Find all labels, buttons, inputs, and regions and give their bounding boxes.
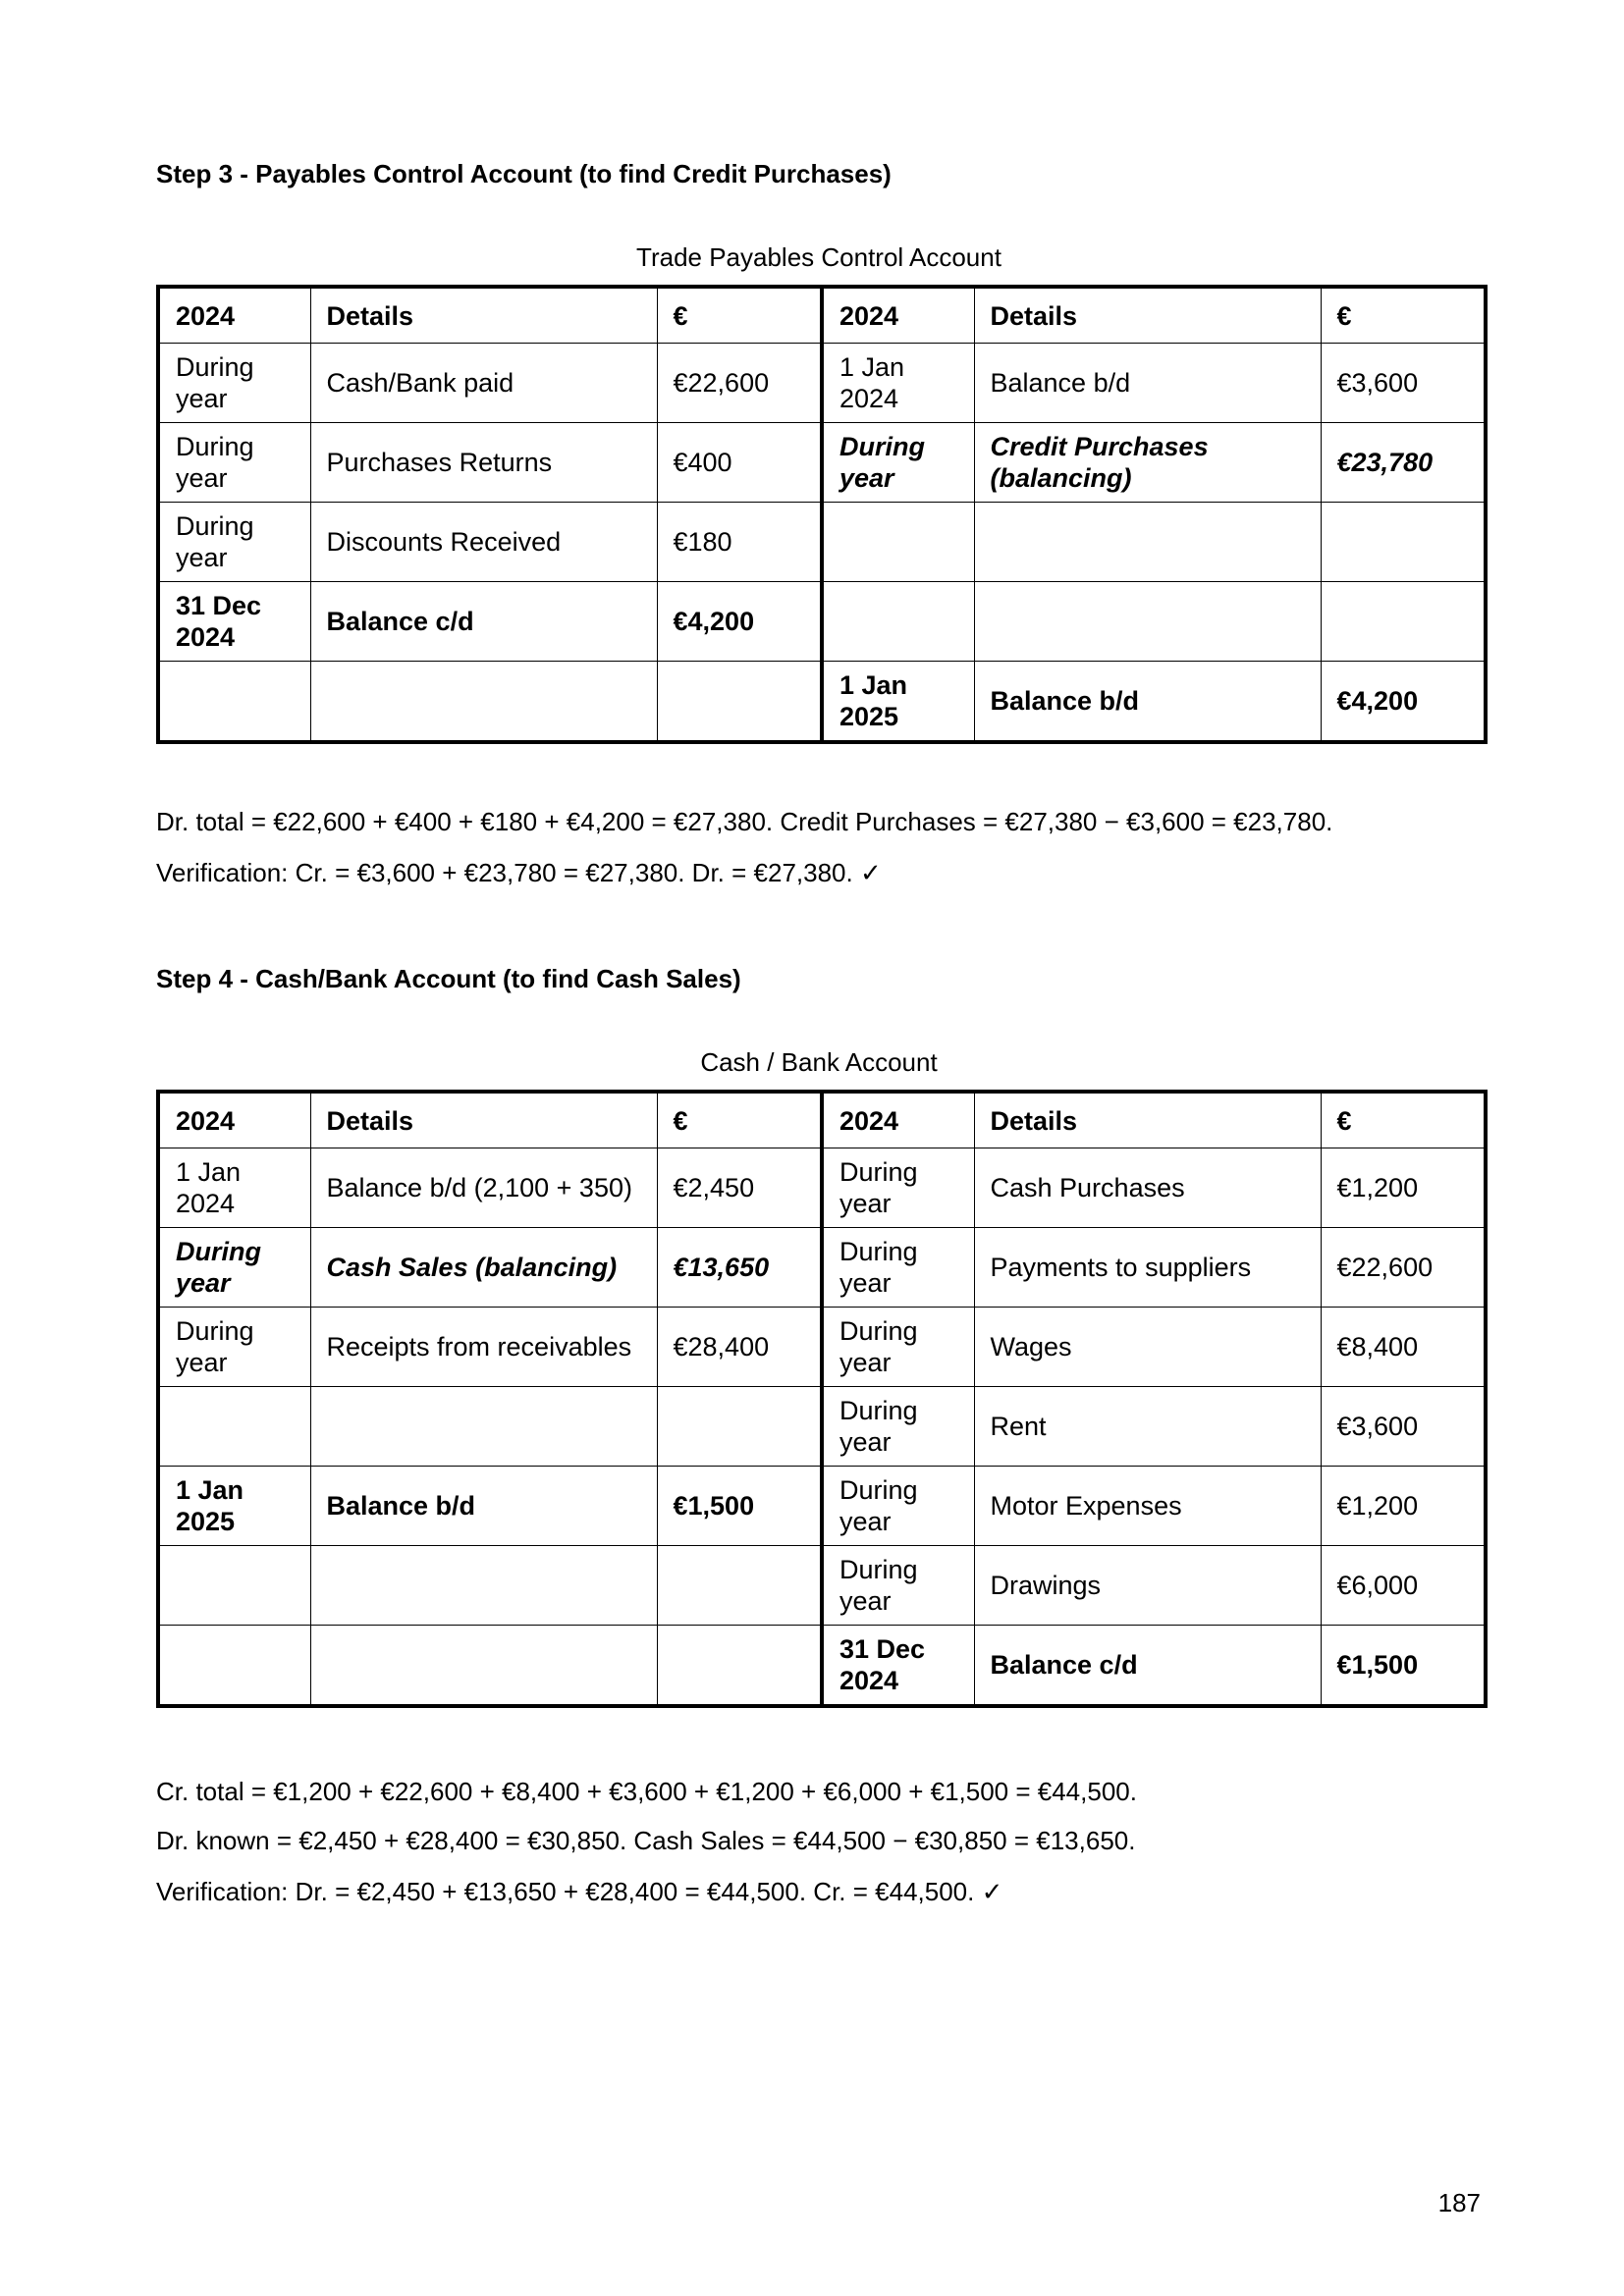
table-row xyxy=(158,582,1486,662)
cr-date xyxy=(822,503,974,582)
cr-amount: €6,000 xyxy=(1321,1546,1486,1626)
dr-amount: €4,200 xyxy=(657,582,822,662)
cr-amount: €8,400 xyxy=(1321,1308,1486,1387)
dr-date: During year xyxy=(158,1228,310,1308)
step4-credit-total-note: Cr. total = €1,200 + €22,600 + €8,400 + €3,600 + €1,200 + €6,000 + €1,500 = €44,500. xyxy=(156,1777,1137,1806)
cr-details: Wages xyxy=(974,1308,1321,1387)
page-number: 187 xyxy=(1437,2188,1481,2217)
dr-date: 1 Jan 2024 xyxy=(158,1148,310,1228)
step3-verification-note: Verification: Cr. = €3,600 + €23,780 = €27,380. Dr. = €27,380. ✓ xyxy=(156,858,882,887)
cr-details: Credit Purchases (balancing) xyxy=(974,423,1321,503)
cr-amount: €4,200 xyxy=(1321,662,1486,743)
dr-year-header: 2024 xyxy=(158,287,310,344)
dr-details xyxy=(310,662,657,743)
cr-amount: €3,600 xyxy=(1321,344,1486,423)
dr-details: Cash Sales (balancing) xyxy=(310,1228,657,1308)
cr-date: 1 Jan 2025 xyxy=(822,662,974,743)
table-row xyxy=(158,1308,1486,1387)
cr-date: During year xyxy=(822,423,974,503)
cash-bank-table xyxy=(156,1090,1488,1708)
dr-date xyxy=(158,662,310,743)
table-row xyxy=(158,1626,1486,1707)
payables-control-table xyxy=(156,285,1488,744)
dr-amount: €22,600 xyxy=(657,344,822,423)
cr-amount-header: € xyxy=(1321,1092,1486,1148)
cr-amount-header: € xyxy=(1321,287,1486,344)
cr-details: Rent xyxy=(974,1387,1321,1467)
dr-date xyxy=(158,1387,310,1467)
cr-details: Payments to suppliers xyxy=(974,1228,1321,1308)
dr-date: During year xyxy=(158,1308,310,1387)
dr-details: Purchases Returns xyxy=(310,423,657,503)
dr-date: During year xyxy=(158,503,310,582)
cr-amount xyxy=(1321,503,1486,582)
cr-amount xyxy=(1321,582,1486,662)
cr-date: During year xyxy=(822,1546,974,1626)
cr-details: Drawings xyxy=(974,1546,1321,1626)
step4-heading: Step 4 - Cash/Bank Account (to find Cash Sales) xyxy=(156,964,741,993)
cr-details xyxy=(974,582,1321,662)
step4-table-caption: Cash / Bank Account xyxy=(700,1047,938,1077)
dr-amount xyxy=(657,1546,822,1626)
dr-details xyxy=(310,1387,657,1467)
dr-year-header: 2024 xyxy=(158,1092,310,1148)
cr-amount: €22,600 xyxy=(1321,1228,1486,1308)
table-row xyxy=(158,1148,1486,1228)
dr-amount: €1,500 xyxy=(657,1467,822,1546)
dr-details xyxy=(310,1626,657,1707)
cr-date: During year xyxy=(822,1387,974,1467)
table-header-row xyxy=(158,1092,1486,1148)
dr-amount xyxy=(657,1626,822,1707)
cr-amount: €3,600 xyxy=(1321,1387,1486,1467)
dr-details: Balance b/d xyxy=(310,1467,657,1546)
cr-date: During year xyxy=(822,1148,974,1228)
dr-date xyxy=(158,1626,310,1707)
cr-date: During year xyxy=(822,1228,974,1308)
cr-date: During year xyxy=(822,1308,974,1387)
dr-amount: €28,400 xyxy=(657,1308,822,1387)
dr-details: Receipts from receivables xyxy=(310,1308,657,1387)
dr-details: Balance b/d (2,100 + 350) xyxy=(310,1148,657,1228)
table-row xyxy=(158,1228,1486,1308)
cr-details xyxy=(974,503,1321,582)
cr-date xyxy=(822,582,974,662)
dr-date: 31 Dec 2024 xyxy=(158,582,310,662)
table-row xyxy=(158,423,1486,503)
dr-amount xyxy=(657,1387,822,1467)
cr-details: Cash Purchases xyxy=(974,1148,1321,1228)
cr-amount: €1,200 xyxy=(1321,1148,1486,1228)
table-row xyxy=(158,1467,1486,1546)
step3-heading: Step 3 - Payables Control Account (to find Credit Purchases) xyxy=(156,159,892,188)
dr-amount: €13,650 xyxy=(657,1228,822,1308)
cr-details: Balance c/d xyxy=(974,1626,1321,1707)
cr-amount: €1,200 xyxy=(1321,1467,1486,1546)
table-row xyxy=(158,344,1486,423)
cr-date: 1 Jan 2024 xyxy=(822,344,974,423)
table-row xyxy=(158,503,1486,582)
cr-year-header: 2024 xyxy=(822,1092,974,1148)
dr-date: During year xyxy=(158,344,310,423)
dr-date: During year xyxy=(158,423,310,503)
cr-details: Balance b/d xyxy=(974,344,1321,423)
cr-amount: €1,500 xyxy=(1321,1626,1486,1707)
dr-details: Discounts Received xyxy=(310,503,657,582)
cr-details: Motor Expenses xyxy=(974,1467,1321,1546)
dr-details xyxy=(310,1546,657,1626)
dr-date xyxy=(158,1546,310,1626)
dr-amount-header: € xyxy=(657,287,822,344)
cr-date: During year xyxy=(822,1467,974,1546)
step3-table-caption: Trade Payables Control Account xyxy=(636,242,1001,272)
dr-amount: €2,450 xyxy=(657,1148,822,1228)
step3-calculation-note: Dr. total = €22,600 + €400 + €180 + €4,200 = €27,380. Credit Purchases = €27,380 − €3,600 = €23,780. xyxy=(156,807,1333,836)
table-row xyxy=(158,662,1486,743)
dr-amount-header: € xyxy=(657,1092,822,1148)
dr-details: Cash/Bank paid xyxy=(310,344,657,423)
cr-details-header: Details xyxy=(974,287,1321,344)
dr-details-header: Details xyxy=(310,287,657,344)
dr-amount: €180 xyxy=(657,503,822,582)
dr-amount: €400 xyxy=(657,423,822,503)
dr-details-header: Details xyxy=(310,1092,657,1148)
table-row xyxy=(158,1387,1486,1467)
dr-date: 1 Jan 2025 xyxy=(158,1467,310,1546)
table-row xyxy=(158,1546,1486,1626)
dr-details: Balance c/d xyxy=(310,582,657,662)
step4-verification-note: Verification: Dr. = €2,450 + €13,650 + €28,400 = €44,500. Cr. = €44,500. ✓ xyxy=(156,1877,1003,1906)
cr-date: 31 Dec 2024 xyxy=(822,1626,974,1707)
cr-year-header: 2024 xyxy=(822,287,974,344)
table-header-row xyxy=(158,287,1486,344)
cr-details-header: Details xyxy=(974,1092,1321,1148)
dr-amount xyxy=(657,662,822,743)
cr-amount: €23,780 xyxy=(1321,423,1486,503)
step4-calculation-note: Dr. known = €2,450 + €28,400 = €30,850. Cash Sales = €44,500 − €30,850 = €13,650. xyxy=(156,1826,1136,1855)
cr-details: Balance b/d xyxy=(974,662,1321,743)
